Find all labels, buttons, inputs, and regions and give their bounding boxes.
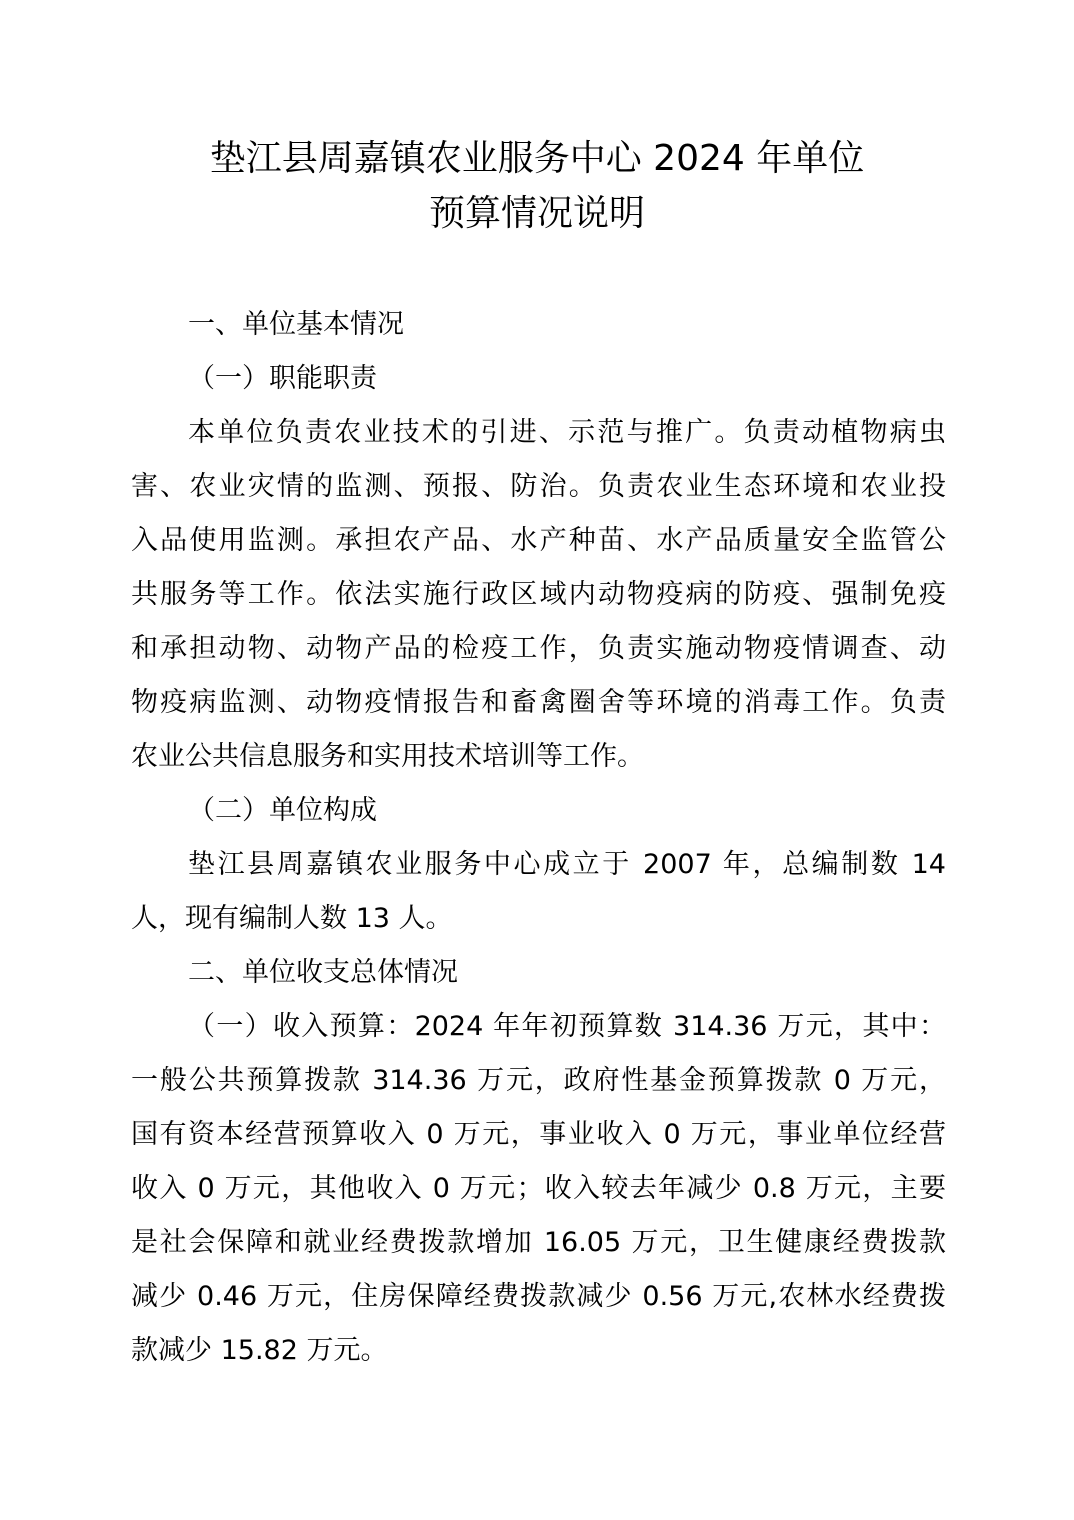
paragraph-line: 人，现有编制人数 13 人。 [131,903,453,934]
document-title-line-1: 垫江县周嘉镇农业服务中心 2024 年单位 [209,138,865,179]
paragraph-line: 入品使用监测。承担农产品、水产种苗、水产品质量安全监管公 [131,525,946,556]
paragraph-line: 收入 0 万元，其他收入 0 万元；收入较去年减少 0.8 万元，主要 [131,1173,946,1204]
paragraph-line: 款减少 15.82 万元。 [131,1335,388,1366]
paragraph-line: 共服务等工作。依法实施行政区域内动物疫病的防疫、强制免疫 [131,579,946,610]
subsection-heading-duties: （一）职能职责 [188,363,377,394]
paragraph-line: 是社会保障和就业经费拨款增加 16.05 万元，卫生健康经费拨款 [131,1227,946,1258]
paragraph-line: 农业公共信息服务和实用技术培训等工作。 [131,741,644,772]
paragraph-line: 国有资本经营预算收入 0 万元，事业收入 0 万元，事业单位经营 [131,1119,946,1150]
section-heading-basic-info: 一、单位基本情况 [188,309,404,340]
paragraph-line: 本单位负责农业技术的引进、示范与推广。负责动植物病虫 [188,417,946,448]
paragraph-line: 物疫病监测、动物疫情报告和畜禽圈舍等环境的消毒工作。负责 [131,687,946,718]
document-title-line-2: 预算情况说明 [428,193,645,234]
paragraph-line: （一）收入预算：2024 年年初预算数 314.36 万元，其中： [188,1011,946,1042]
paragraph-line: 害、农业灾情的监测、预报、防治。负责农业生态环境和农业投 [131,471,946,502]
document-body [131,298,946,1378]
paragraph-line: 一般公共预算拨款 314.36 万元，政府性基金预算拨款 0 万元， [131,1065,946,1096]
subsection-heading-composition: （二）单位构成 [188,795,377,826]
paragraph-line: 减少 0.46 万元，住房保障经费拨款减少 0.56 万元,农林水经费拨 [131,1281,946,1312]
paragraph-line: 和承担动物、动物产品的检疫工作，负责实施动物疫情调查、动 [131,633,946,664]
section-heading-income-expense: 二、单位收支总体情况 [188,957,458,988]
paragraph-line: 垫江县周嘉镇农业服务中心成立于 2007 年，总编制数 14 [188,849,946,880]
